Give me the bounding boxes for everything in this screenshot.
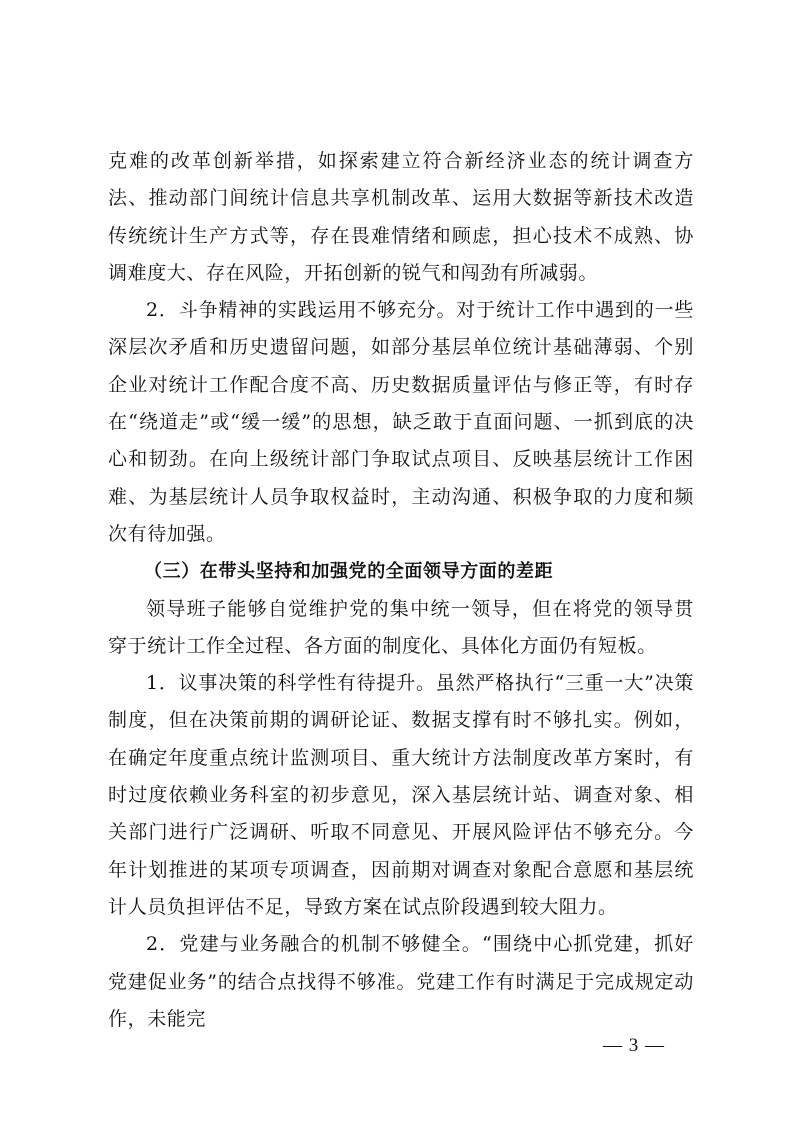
page-number: — 3 — — [603, 1035, 665, 1056]
paragraph-leadership-intro: 领导班子能够自觉维护党的集中统一领导，但在将党的领导贯穿于统计工作全过程、各方面的制度化、具体化方面仍有短板。 — [108, 597, 694, 657]
paragraph-struggle-spirit: 2．斗争精神的实践运用不够充分。对于统计工作中遇到的一些深层次矛盾和历史遗留问题，如部分基层单位统计基础薄弱、个别企业对统计工作配合度不高、历史数据质量评估与修正等，有时存在“绕道走”或“缓一缓”的思想，缺乏敢于直面问题、一抓到底的决心和韧劲。在向上级统计部门争取试点项目、反映基层统计工作困难、为基层统计人员争取权益时，主动沟通、积极争取的力度和频次有待加强。 — [108, 299, 694, 545]
document-body — [108, 143, 694, 1038]
section-heading-party-leadership: （三）在带头坚持和加强党的全面领导方面的差距 — [144, 561, 554, 583]
paragraph-party-business-integration: 2．党建与业务融合的机制不够健全。“围绕中心抓党建，抓好党建促业务”的结合点找得不够准。党建工作有时满足于完成规定动作，未能完 — [108, 933, 694, 1030]
paragraph-continuation: 克难的改革创新举措，如探索建立符合新经济业态的统计调查方法、推动部门间统计信息共享机制改革、运用大数据等新技术改造传统统计生产方式等，存在畏难情绪和顾虑，担心技术不成熟、协调难度大、存在风险，开拓创新的锐气和闯劲有所减弱。 — [108, 150, 694, 284]
paragraph-decision-making: 1．议事决策的科学性有待提升。虽然严格执行“三重一大”决策制度，但在决策前期的调研论证、数据支撑有时不够扎实。例如，在确定年度重点统计监测项目、重大统计方法制度改革方案时，有时过度依赖业务科室的初步意见，深入基层统计站、调查对象、相关部门进行广泛调研、听取不同意见、开展风险评估不够充分。今年计划推进的某项专项调查，因前期对调查对象配合意愿和基层统计人员负担评估不足，导致方案在试点阶段遇到较大阻力。 — [108, 672, 694, 918]
